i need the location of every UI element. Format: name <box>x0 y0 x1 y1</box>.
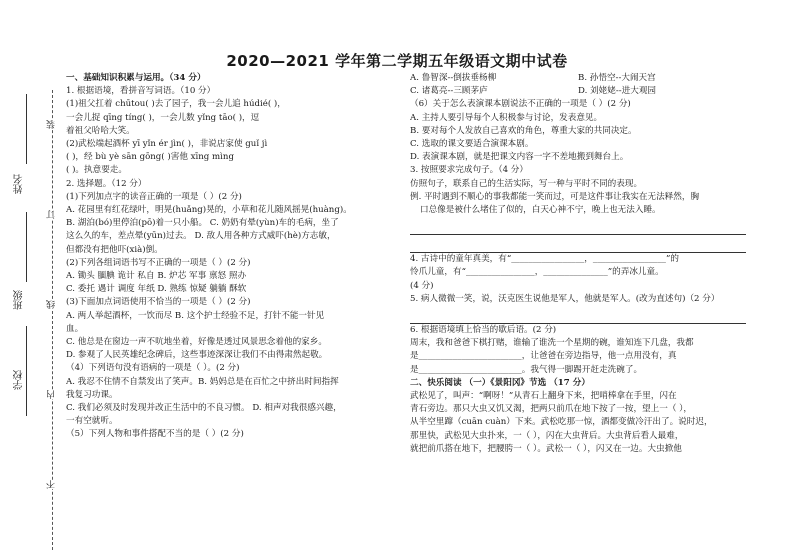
binding-mark: 装 <box>47 120 57 129</box>
option: D. 刘姥姥--进大观园 <box>578 86 657 97</box>
option-line: D. 表演课本剧，就是把课文内容一字不差地搬到舞台上。 <box>410 152 629 163</box>
name-blank <box>26 94 27 164</box>
question-line: 是________________________。我气得一脚踢开赶走洗碗了。 <box>410 364 643 375</box>
question-line: 周末，我和爸爸下棋打赌，谁输了谁洗一个星期的碗，谁知连下几盘，我都 <box>410 338 694 349</box>
binding-mark: 订 <box>47 210 57 219</box>
option-line: C. 委托 遇计 调度 年纸 D. 熟练 惊疑 躺躺 酥软 <box>66 284 247 295</box>
option-line: A. 我忍不住情不自禁发出了笑声。B. 妈妈总是在百忙之中挤出时间指挥 <box>66 376 339 387</box>
binding-margin <box>10 90 60 550</box>
option-pair <box>410 85 746 98</box>
option-line: 血。 <box>66 323 84 334</box>
option-line: D. 参观了人民英雄纪念碑后，这些事迹深深让我们不由得肃然起敬。 <box>66 350 328 361</box>
question-line: 3. 按照要求完成句子。（4 分） <box>410 165 528 176</box>
option-line: B. 湖泊(bó)里停泊(pō)着一只小船。 C. 奶奶有晕(yùn)车的毛病，坐了 <box>66 218 339 229</box>
question-line: 2. 选择题。（12 分） <box>66 178 147 189</box>
question-line: 6. 根据语境填上恰当的歇后语。(2 分) <box>410 325 557 336</box>
option-pair <box>410 72 746 85</box>
question-line: ( )，经 bù yè sān gōng( )害他 xīng mìng <box>66 152 234 163</box>
question-line: (1)下列加点字的读音正确的一项是（ ）(2 分) <box>66 191 242 202</box>
option: A. 鲁智深--倒拔垂杨柳 <box>410 73 497 83</box>
section-heading: 一、基础知识积累与运用。（34 分） <box>66 73 206 83</box>
question-line: (2)下列各组词语书写不正确的一项是（ ）(2 分) <box>66 257 251 268</box>
question-line: (2)武松端起酒杯 yī yǐn ér jìn( )，非说店家使 guǐ jì <box>66 139 268 150</box>
option: B. 孙悟空--大闹天宫 <box>578 73 656 83</box>
question-line: （6）关于怎么表演课本剧说法不正确的一项是（ ）(2 分) <box>410 99 631 110</box>
question-line: 怜爪儿童，有“________________，_______________”的弄冰儿童。 <box>410 267 664 278</box>
question-line: ( )。执意要走。 <box>66 165 127 176</box>
option-line: B. 要对每个人发放自己喜欢的角色，尊重大家的共同决定。 <box>410 125 637 136</box>
question-line: 1. 根据语境，看拼音写词语。（10 分） <box>66 86 216 97</box>
passage-line: 青石旁边。那只大虫又饥又渴，把两只前爪在地下按了一按，望上一（ ）， <box>410 404 693 415</box>
class-label: 班级 <box>14 290 25 310</box>
option-line: 一有空就听。 <box>66 416 118 427</box>
option-line: 我复习功课。 <box>66 389 118 400</box>
binding-mark: 线 <box>47 300 57 309</box>
question-line: (3)下面加点词语使用不恰当的一项是（ ）(2 分) <box>66 297 251 308</box>
passage-line: 那里快，武松见大虫扑来，一（ ），闪在大虫背后。大虫背后看人最难， <box>410 430 684 441</box>
option-line: C. 选取的课文要适合演课本剧。 <box>410 139 534 150</box>
option-line: A. 花园里有红花绿叶，明晃(huǎng)晃的，小草和花儿随风摇晃(huàng)。 <box>66 205 352 216</box>
question-line: （4）下列语句没有语病的一项是（ ）。(2 分) <box>66 363 240 374</box>
answer-line[interactable] <box>410 308 746 324</box>
question-line: 4. 古诗中的童年真美，有“_________________，_________________”的 <box>410 254 679 265</box>
class-blank <box>26 212 27 282</box>
school-blank <box>26 326 27 416</box>
question-line: （5）下列人物和事件搭配不当的是（ ）(2 分) <box>66 429 244 440</box>
option-line: A. 锄头 腼腆 诡计 私自 B. 炉芯 军事 禀怒 照办 <box>66 271 247 282</box>
question-line: (4 分) <box>410 280 434 291</box>
exam-title: 2020—2021 学年第二学期五年级语文期中试卷 <box>226 52 568 70</box>
section-heading: 二、快乐阅读 （一）《景阳冈》节选 （17 分） <box>410 377 590 388</box>
question-line: (1)祖父扛着 chūtou( )去了园子，我一会儿追 húdié( )， <box>66 99 286 110</box>
option-line: A. 两人举起酒杯，一饮而尽 B. 这个护士经验不足，打针不能一针见 <box>66 310 325 321</box>
question-line: 着祖父哈哈大笑。 <box>66 125 135 136</box>
option-line: 但都没有把他吓(xià)倒。 <box>66 244 163 255</box>
name-label: 姓名 <box>14 174 25 194</box>
question-line: 5. 病人微微一笑，说，沃克医生说他是军人，他就是军人。(改为直述句)（2 分） <box>410 293 720 304</box>
answer-line[interactable] <box>410 237 746 253</box>
option-line: C. 我们必须及时发现并改正生活中的不良习惯。 D. 相声对我很感兴趣， <box>66 403 342 414</box>
example-line: 口总像是被什么堵住了似的，白天心神不宁，晚上也无法入睡。 <box>420 205 661 216</box>
binding-mark: 内 <box>47 390 57 399</box>
question-line: 仿照句子，联系自己的生活实际，写一种与平时不同的表现。 <box>410 178 643 189</box>
passage-line: 武松见了，叫声：“啊呀！”从青石上翻身下来，把哨棒拿在手里，闪在 <box>410 391 677 402</box>
answer-line[interactable] <box>410 219 746 235</box>
option-line: C. 他总是在窗边一声不吭地坐着，好像是透过风景思念着他的家乡。 <box>66 337 327 348</box>
passage-line: 就把前爪搭在地下，把腰胯一（ ）。武松一（ ），闪又在一边。大虫掀他 <box>410 443 682 454</box>
passage-line: 从半空里蹿（cuān cuàn）下来。武松吃那一惊，酒都变做冷汗出了。说时迟， <box>410 417 713 428</box>
right-column <box>410 72 746 456</box>
question-line: 一会儿捉 qīng tíng( )，一会儿数 yǐng tāo( )，逗 <box>66 112 260 123</box>
example-line: 例. 平时遇到不顺心的事我都能一笑而过，可是这件事让我实在无法释然，胸 <box>410 191 700 202</box>
option-line: A. 主持人要引导每个人积极参与讨论，发表意见。 <box>410 112 603 123</box>
option: C. 诸葛亮--三顾茅庐 <box>410 86 488 97</box>
school-label: 学校 <box>14 370 25 390</box>
left-column <box>66 72 394 442</box>
option-line: 这么久的车，差点晕(yūn)过去。 D. 敌人用各种方式威吓(hè)方志敏， <box>66 231 336 242</box>
question-line: 是________________________，让爸爸在旁边指导，他一点用没有，真 <box>410 351 677 362</box>
binding-mark: 不 <box>47 480 57 489</box>
